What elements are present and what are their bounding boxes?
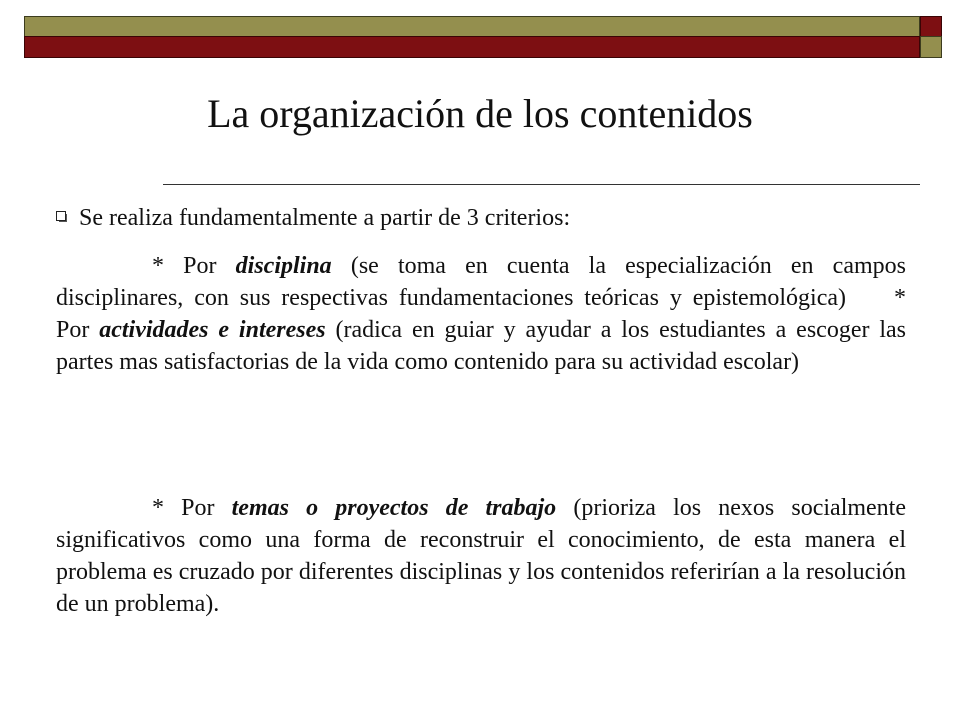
header-decor-corner-maroon	[920, 16, 942, 37]
square-bullet-icon	[56, 211, 66, 221]
slide-title: La organización de los contenidos	[207, 91, 753, 136]
criterion-3-text: (prioriza los nexos socialmente significativos como una forma de reconstruir el conocimiento, de esta manera el problema es cruzado por diferentes disciplinas y los contenidos referirían a la resolución de un problema).	[56, 495, 907, 617]
bullet-item	[56, 202, 916, 234]
criteria-paragraph-1	[56, 250, 906, 378]
header-decor-corner-olive	[920, 36, 942, 58]
criterion-1-emphasis: disciplina	[235, 253, 332, 279]
criteria-paragraph-2	[56, 492, 906, 620]
header-decor-olive-bar	[24, 16, 920, 37]
title-divider	[163, 184, 920, 185]
criterion-3-prefix: * Por	[152, 495, 232, 521]
header-decor-maroon-bar	[24, 36, 920, 58]
criterion-1-text: (se toma en cuenta la especialización en campos disciplinares, con sus respectivas fundamentaciones teóricas y epistemológica)	[56, 253, 906, 311]
bullet-text: Se realiza fundamentalmente a partir de 3 criterios:	[79, 205, 571, 231]
criterion-2-text: (radica en guiar y ayudar a los estudiantes a escoger las partes mas satisfactorias de la vida como contenido para su actividad escolar)	[56, 317, 906, 375]
criterion-2-prefix: * Por	[56, 285, 906, 343]
criterion-3-emphasis: temas o proyectos de trabajo	[231, 495, 557, 521]
criterion-2-emphasis: actividades e intereses	[99, 317, 326, 343]
criterion-1-prefix: * Por	[152, 253, 236, 279]
